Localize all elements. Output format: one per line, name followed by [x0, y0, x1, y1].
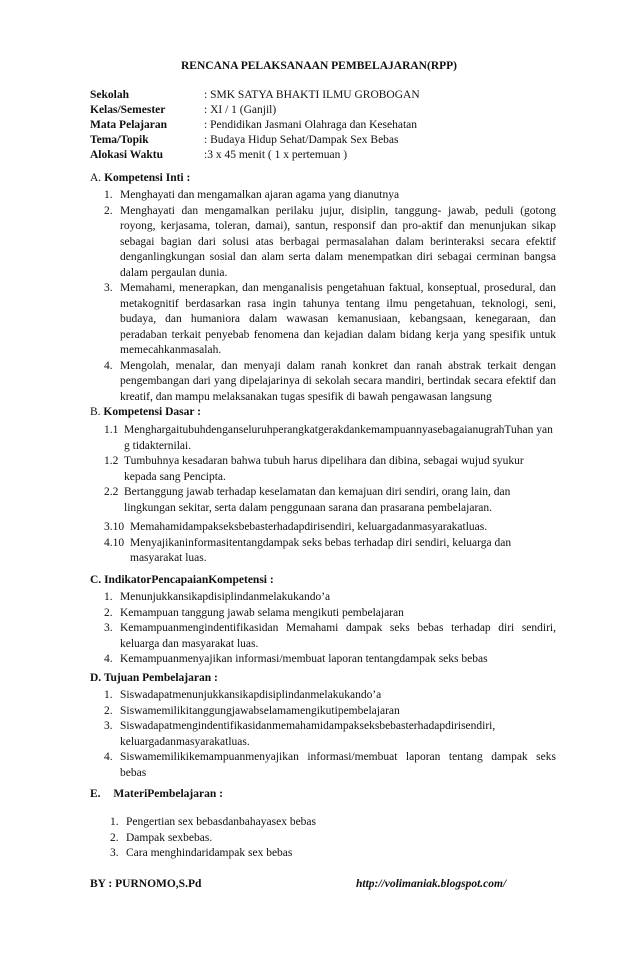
section-heading-tujuan — [90, 672, 218, 684]
item-text: Mengolah, menalar, dan menyaji dalam ranah konkret dan ranah abstrak terkait dengan pengembangan dari yang dipelajarinya di sekolah secara mandiri, bertindak secara efektif dan kreatif, dan mampu melaksanakan tugas spesifik di bawah pengawasan langsung — [120, 359, 556, 403]
item-number: 3. — [104, 282, 113, 294]
meta-value: : Budaya Hidup Sehat/Dampak Sex Bebas — [204, 134, 399, 146]
item-number: 2. — [104, 606, 113, 619]
section-title: Tujuan Pembelajaran : — [103, 672, 218, 684]
item-text: Siswadapatmenunjukkansikapdisiplindanmelakukando’a — [120, 689, 382, 701]
item-text: Kemampuanmengindentifikasidan Memahami dampak seks bebas terhadap diri sendiri, keluarga dan masyarakat luas. — [120, 622, 556, 650]
meta-row-alokasi — [90, 148, 420, 163]
list-item — [110, 846, 562, 862]
meta-row-tema — [90, 133, 420, 148]
item-text: Memahamidampakseksbebasterhadapdirisendiri, keluargadanmasyarakatluas. — [130, 521, 488, 533]
meta-key: Tema/Topik — [90, 134, 149, 146]
meta-value: :3 x 45 menit ( 1 x pertemuan ) — [204, 149, 348, 161]
item-text: Menyajikaninformasitentangdampak seks bebas terhadap diri sendiri, keluarga dan masyarakat luas. — [130, 536, 512, 564]
list-item — [110, 815, 562, 831]
ki-list — [104, 188, 556, 405]
meta-row-sekolah — [90, 88, 420, 103]
list-item — [104, 204, 556, 282]
item-number: 2. — [104, 704, 113, 717]
item-text: Kemampuanmenyajikan informasi/membuat laporan tentangdampak seks bebas — [120, 653, 488, 665]
section-title: IndikatorPencapaianKompetensi : — [104, 574, 274, 586]
section-letter: E. — [90, 788, 101, 800]
item-text: Tumbuhnya kesadaran bahwa tubuh harus dipelihara dan dibina, sebagai wujud syukur kepada sang Pencipta. — [124, 455, 524, 483]
kd-list — [104, 423, 556, 567]
item-text: Siswamemilikitanggungjawabselamamengikutipembelajaran — [120, 704, 400, 717]
item-number: 4.10 — [104, 536, 125, 549]
item-number: 1.1 — [104, 424, 119, 436]
materi-list — [110, 815, 562, 862]
item-text: Bertanggung jawab terhadap keselamatan dan kemajuan diri sendiri, orang lain, dan lingkungan sekitar, serta dalam penggunaan sarana dan prasarana pembelajaran. — [124, 486, 511, 514]
list-item — [104, 423, 556, 454]
meta-key: Kelas/Semester — [90, 104, 166, 116]
section-title: MateriPembelajaran : — [113, 788, 223, 800]
item-number: 4. — [104, 359, 113, 372]
item-text: Kemampuan tanggung jawab selama mengikuti pembelajaran — [120, 606, 404, 619]
list-item — [104, 621, 556, 652]
footer-author: BY : PURNOMO,S.Pd — [90, 878, 202, 890]
list-item — [104, 704, 556, 720]
list-item — [110, 831, 562, 847]
item-text: Memahami, menerapkan, dan menganalisis pengetahuan faktual, konseptual, prosedural, dan metakognitif berdasarkan rasa ingin tahunya tentang ilmu pengetahuan, teknologi, seni, budaya, dan humaniora dalam wawasan kemanusiaan, kebangsaan, kenegaraan, dan peradaban terkait penyebab fenomena dan kejadian dalam bidang kerja yang spesifik untuk memecahkanmasalah. — [120, 282, 556, 356]
list-item — [104, 719, 556, 750]
item-number: 3.10 — [104, 521, 125, 533]
list-item — [104, 188, 556, 204]
item-number: 3. — [110, 847, 119, 859]
section-letter: B. — [90, 406, 101, 418]
item-number: 3. — [104, 720, 113, 732]
section-heading-ki — [90, 172, 190, 184]
item-number: 4. — [104, 751, 113, 763]
list-item — [104, 688, 556, 704]
section-letter: C. — [90, 574, 102, 586]
item-number: 2. — [110, 831, 119, 844]
list-item — [104, 359, 556, 406]
section-letter: D. — [90, 672, 102, 684]
meta-value: : XI / 1 (Ganjil) — [204, 104, 277, 116]
list-item — [104, 652, 556, 668]
list-item — [104, 606, 556, 622]
item-text: Siswadapatmengindentifikasidanmemahamidampakseksbebasterhadapdirisendiri, keluargadanmasyarakatluas. — [120, 720, 496, 748]
item-number: 2.2 — [104, 486, 119, 498]
item-text: Menghayati dan mengamalkan perilaku jujur, disiplin, tanggung- jawab, peduli (gotong royong, kerjasama, toleran, damai), santun, responsif dan pro-aktif dan menunjukan sikap sebagai bagian dari solusi atas berbagai permasalahan dalam berinteraksi secara efektif denganlingkungan sosial dan alam serta dalam menempatkan diri sebagai cerminan bangsa dalam pergaulan dunia. — [120, 204, 556, 279]
list-item — [104, 536, 556, 567]
list-item — [104, 750, 556, 781]
section-letter: A. — [90, 172, 102, 184]
indikator-list — [104, 590, 556, 668]
meta-key: Sekolah — [90, 89, 129, 101]
meta-key: Mata Pelajaran — [90, 119, 167, 131]
list-item — [104, 590, 556, 606]
section-heading-indikator — [90, 574, 274, 586]
list-item — [104, 520, 556, 536]
section-heading-kd — [90, 406, 201, 418]
item-number: 1. — [110, 816, 119, 828]
meta-value: : Pendidikan Jasmani Olahraga dan Kesehatan — [204, 119, 418, 131]
item-text: Cara menghindaridampak sex bebas — [126, 847, 293, 859]
item-number: 1. — [104, 591, 113, 603]
item-number: 1.2 — [104, 455, 119, 467]
section-heading-materi — [90, 788, 223, 800]
section-title: Kompetensi Inti : — [104, 172, 191, 184]
identity-table — [90, 88, 420, 163]
meta-key: Alokasi Waktu — [90, 149, 163, 161]
item-text: Menghayati dan mengamalkan ajaran agama yang dianutnya — [120, 189, 400, 201]
item-text: MenghargaitubuhdenganseluruhperangkatgerakdankemampuannyasebagaianugrahTuhan yang tidakternilai. — [124, 424, 553, 452]
item-number: 3. — [104, 622, 113, 634]
item-number: 1. — [104, 189, 113, 201]
section-title: Kompetensi Dasar : — [103, 406, 201, 418]
footer-url: http://volimaniak.blogspot.com/ — [356, 878, 507, 890]
document-title: RENCANA PELAKSANAAN PEMBELAJARAN(RPP) — [181, 60, 457, 72]
item-text: Dampak sexbebas. — [126, 831, 213, 844]
item-text: Menunjukkansikapdisiplindanmelakukando’a — [120, 591, 331, 603]
item-text: Pengertian sex bebasdanbahayasex bebas — [126, 816, 316, 828]
item-number: 4. — [104, 653, 113, 665]
item-number: 2. — [104, 204, 113, 217]
meta-row-kelas — [90, 103, 420, 118]
meta-value: : SMK SATYA BHAKTI ILMU GROBOGAN — [204, 89, 420, 101]
meta-row-mapel — [90, 118, 420, 133]
tujuan-list — [104, 688, 556, 781]
list-item — [104, 485, 556, 516]
list-item — [104, 281, 556, 359]
item-number: 1. — [104, 689, 113, 701]
list-item — [104, 454, 556, 485]
item-text: Siswamemilikikemampuanmenyajikan informasi/membuat laporan tentang dampak seks bebas — [120, 751, 556, 779]
